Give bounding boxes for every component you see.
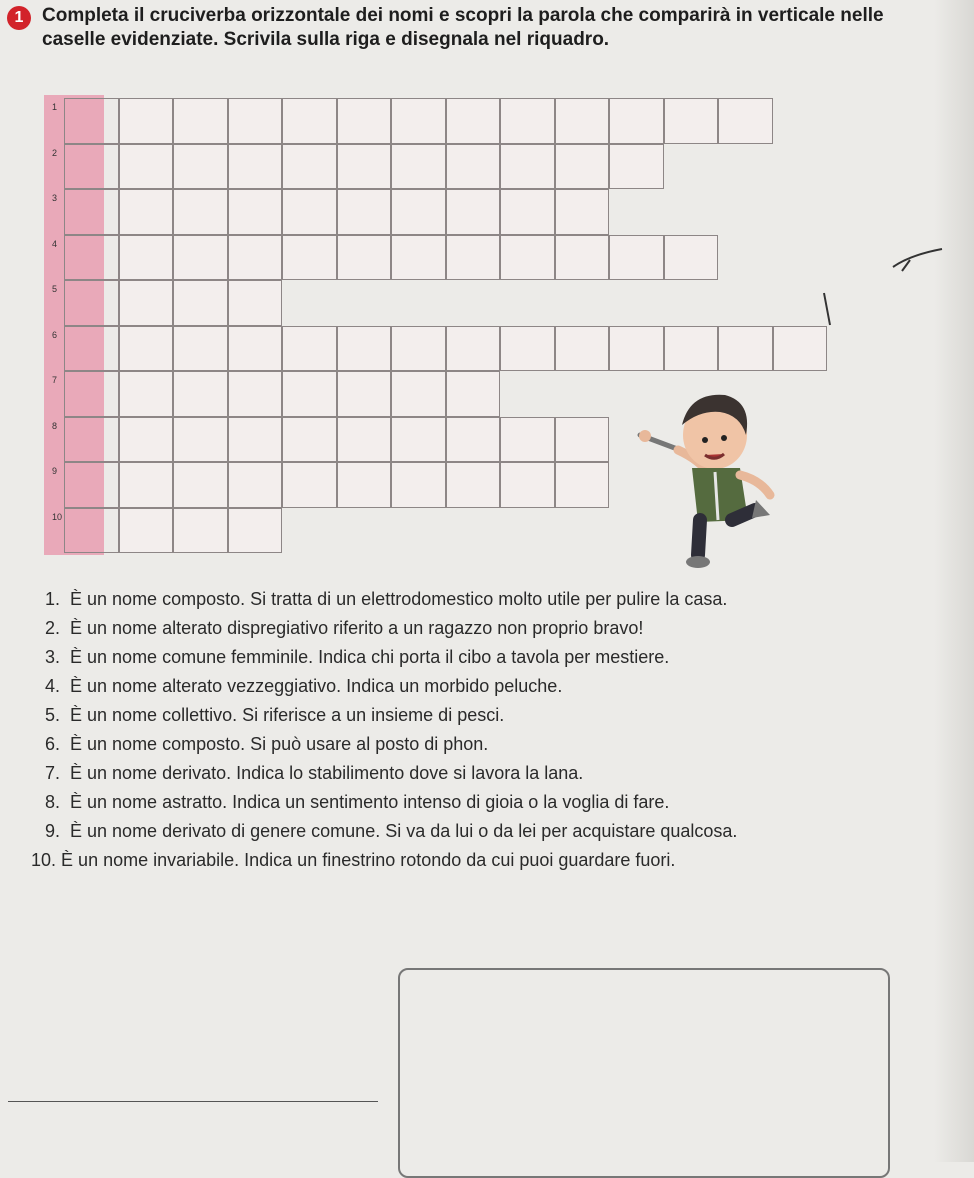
crossword-cell[interactable] (173, 98, 228, 144)
crossword-cell[interactable] (500, 98, 555, 144)
crossword-cell[interactable] (282, 235, 337, 281)
crossword-cell[interactable] (391, 235, 446, 281)
crossword-cell[interactable] (119, 98, 174, 144)
crossword-cell[interactable] (173, 417, 228, 463)
crossword-cell[interactable] (337, 371, 392, 417)
row-number: 7 (52, 375, 58, 385)
crossword-cell[interactable] (500, 144, 555, 190)
crossword-cell-highlighted[interactable] (64, 462, 119, 508)
crossword-cell[interactable] (391, 144, 446, 190)
crossword-cell[interactable] (555, 144, 610, 190)
row-number: 1 (52, 102, 58, 112)
crossword-cell[interactable] (228, 462, 283, 508)
crossword-cell[interactable] (773, 326, 828, 372)
exercise-instruction: Completa il cruciverba orizzontale dei nomi e scopri la parola che comparirà in verticale nelle caselle evidenziate. Scrivila sulla riga e disegnala nel riquadro. (42, 5, 884, 50)
crossword-cell[interactable] (119, 280, 174, 326)
crossword-cell[interactable] (391, 189, 446, 235)
crossword-cell[interactable] (500, 462, 555, 508)
crossword-cell[interactable] (337, 417, 392, 463)
crossword-cell[interactable] (282, 417, 337, 463)
crossword-cell[interactable] (446, 462, 501, 508)
crossword-cell[interactable] (282, 462, 337, 508)
crossword-cell[interactable] (500, 189, 555, 235)
crossword-cell[interactable] (446, 144, 501, 190)
crossword-cell[interactable] (119, 417, 174, 463)
crossword-cell[interactable] (173, 280, 228, 326)
crossword-cell[interactable] (119, 235, 174, 281)
crossword-cell[interactable] (391, 462, 446, 508)
crossword-cell[interactable] (228, 144, 283, 190)
crossword-cell[interactable] (446, 98, 501, 144)
exercise-number-badge: 1 (7, 6, 31, 30)
crossword-cell[interactable] (391, 371, 446, 417)
row-number: 3 (52, 193, 58, 203)
crossword-cell[interactable] (391, 326, 446, 372)
crossword-cell[interactable] (718, 326, 773, 372)
crossword-cell[interactable] (555, 462, 610, 508)
crossword-cell-highlighted[interactable] (64, 417, 119, 463)
crossword-cell[interactable] (337, 144, 392, 190)
clue-item: 3. È un nome comune femminile. Indica chi porta il cibo a tavola per mestiere. (45, 647, 670, 667)
drawing-box[interactable] (398, 968, 890, 1178)
crossword-cell[interactable] (500, 326, 555, 372)
row-number: 8 (52, 420, 58, 431)
crossword-cell[interactable] (228, 371, 283, 417)
boy-with-pencil-illustration (620, 380, 790, 570)
crossword-cell[interactable] (173, 189, 228, 235)
crossword-cell[interactable] (664, 98, 719, 144)
crossword-cell[interactable] (664, 235, 719, 281)
crossword-cell[interactable] (337, 462, 392, 508)
crossword-cell-highlighted[interactable] (64, 189, 119, 235)
clue-item: 4. È un nome alterato vezzeggiativo. Indica un morbido peluche. (45, 676, 563, 696)
crossword-cell[interactable] (446, 326, 501, 372)
crossword-cell-highlighted[interactable] (64, 235, 119, 281)
crossword-cell[interactable] (119, 508, 174, 554)
row-number: 6 (52, 329, 58, 340)
row-number: 4 (52, 238, 58, 249)
crossword-cell-highlighted[interactable] (64, 371, 119, 417)
crossword-cell[interactable] (609, 98, 664, 144)
clue-item: 2. È un nome alterato dispregiativo riferito a un ragazzo non proprio bravo! (45, 618, 644, 638)
row-number: 5 (52, 284, 58, 294)
crossword-cell[interactable] (609, 326, 664, 372)
pen-scribble-mark (818, 290, 838, 330)
crossword-cell[interactable] (555, 98, 610, 144)
crossword-cell[interactable] (228, 235, 283, 281)
crossword-cell[interactable] (282, 144, 337, 190)
crossword-cell[interactable] (718, 98, 773, 144)
crossword-cell[interactable] (173, 462, 228, 508)
crossword-cell[interactable] (664, 326, 719, 372)
crossword-cell[interactable] (282, 189, 337, 235)
crossword-cell[interactable] (119, 189, 174, 235)
crossword-cell[interactable] (446, 371, 501, 417)
clue-item: 1. È un nome composto. Si tratta di un elettrodomestico molto utile per pulire la casa. (45, 589, 728, 609)
crossword-cell[interactable] (555, 235, 610, 281)
crossword-cell[interactable] (173, 326, 228, 372)
clue-item: 10. È un nome invariabile. Indica un finestrino rotondo da cui puoi guardare fuori. (31, 850, 676, 870)
crossword-cell[interactable] (228, 280, 283, 326)
crossword-cell[interactable] (609, 235, 664, 281)
answer-writing-line[interactable] (8, 1101, 378, 1102)
pen-scribble-mark (890, 245, 950, 275)
crossword-cell[interactable] (337, 98, 392, 144)
crossword-cell[interactable] (391, 98, 446, 144)
crossword-cell[interactable] (228, 189, 283, 235)
clue-item: 6. È un nome composto. Si può usare al posto di phon. (45, 734, 489, 754)
crossword-cell[interactable] (446, 235, 501, 281)
crossword-cell[interactable] (173, 371, 228, 417)
crossword-cell-highlighted[interactable] (64, 280, 119, 326)
crossword-cell-highlighted[interactable] (64, 508, 119, 554)
crossword-grid (0, 0, 974, 560)
crossword-cell[interactable] (337, 235, 392, 281)
crossword-cell[interactable] (391, 417, 446, 463)
crossword-cell[interactable] (446, 189, 501, 235)
crossword-cell[interactable] (337, 326, 392, 372)
crossword-cell[interactable] (228, 508, 283, 554)
crossword-cell[interactable] (555, 326, 610, 372)
row-number: 10 (52, 511, 63, 522)
crossword-cell[interactable] (555, 417, 610, 463)
crossword-cell[interactable] (119, 462, 174, 508)
crossword-cell[interactable] (337, 189, 392, 235)
crossword-cell[interactable] (228, 417, 283, 463)
crossword-cell[interactable] (282, 326, 337, 372)
crossword-cell[interactable] (555, 189, 610, 235)
clues-list (31, 585, 945, 875)
crossword-cell-highlighted[interactable] (64, 326, 119, 372)
clue-item: 8. È un nome astratto. Indica un sentimento intenso di gioia o la voglia di fare. (45, 792, 670, 812)
clue-item: 9. È un nome derivato di genere comune. Si va da lui o da lei per acquistare qualcosa. (45, 821, 738, 841)
crossword-cell[interactable] (119, 326, 174, 372)
crossword-cell-highlighted[interactable] (64, 144, 119, 190)
crossword-cell[interactable] (609, 144, 664, 190)
crossword-cell[interactable] (119, 371, 174, 417)
crossword-cell[interactable] (500, 417, 555, 463)
crossword-cell[interactable] (282, 371, 337, 417)
crossword-cell[interactable] (119, 144, 174, 190)
crossword-cell[interactable] (228, 326, 283, 372)
crossword-cell[interactable] (228, 98, 283, 144)
crossword-cell[interactable] (446, 417, 501, 463)
crossword-cell[interactable] (173, 508, 228, 554)
crossword-cell[interactable] (282, 98, 337, 144)
row-number: 9 (52, 466, 58, 476)
crossword-cell[interactable] (173, 144, 228, 190)
crossword-cell[interactable] (173, 235, 228, 281)
crossword-cell-highlighted[interactable] (64, 98, 119, 144)
row-number: 2 (52, 147, 58, 158)
crossword-cell[interactable] (500, 235, 555, 281)
clue-item: 7. È un nome derivato. Indica lo stabilimento dove si lavora la lana. (45, 763, 584, 783)
clue-item: 5. È un nome collettivo. Si riferisce a un insieme di pesci. (45, 705, 505, 725)
